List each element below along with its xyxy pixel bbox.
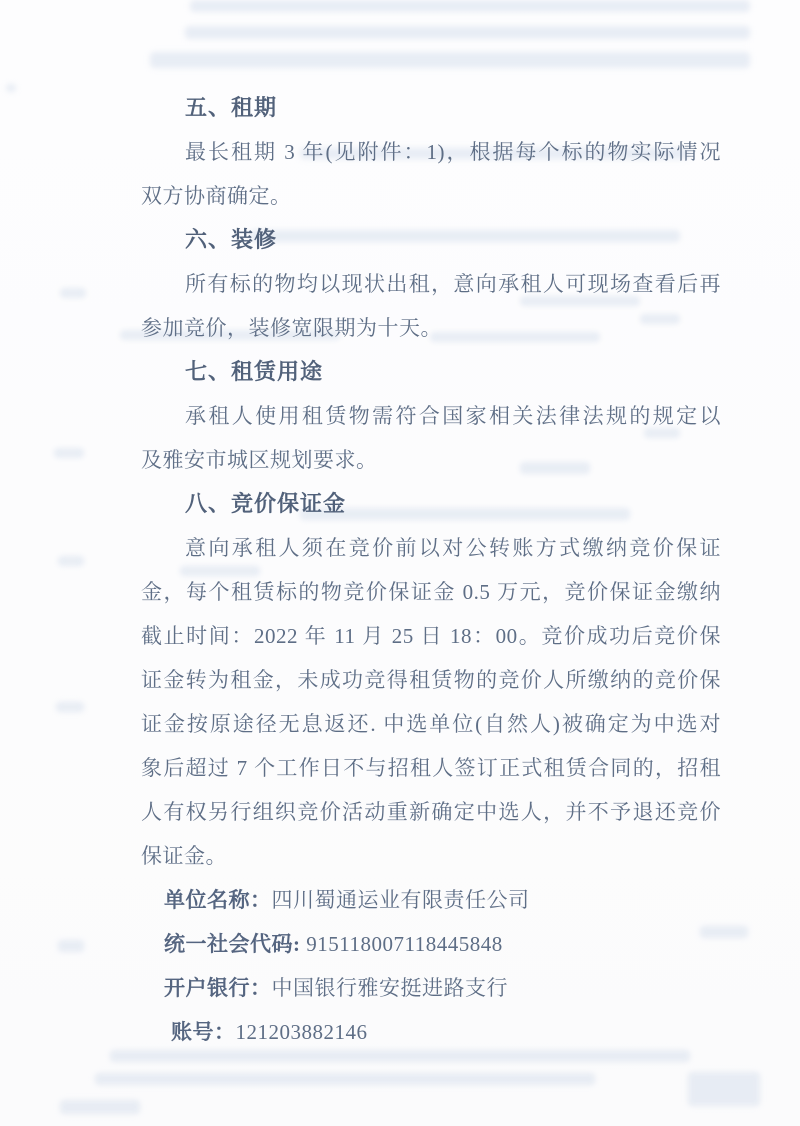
scan-smudge	[58, 940, 84, 952]
text-line: 人有权另行组织竞价活动重新确定中选人，并不予退还竞价	[141, 800, 721, 824]
text-line: 象后超过 7 个工作日不与招租人签订正式租赁合同的，招租	[141, 756, 721, 780]
text-line: 双方协商确定。	[141, 184, 292, 208]
bank-value: 中国银行雅安挺进路支行	[271, 976, 508, 1000]
company-name-line	[164, 878, 721, 922]
account-number-value: 121203882146	[235, 1020, 368, 1044]
scan-smudge	[56, 702, 84, 712]
heading-bid-deposit: 八、竞价保证金	[185, 491, 347, 516]
heading-decoration: 六、装修	[185, 227, 278, 252]
text-line: 及雅安市城区规划要求。	[141, 448, 378, 472]
text-line: 最长租期 3 年(见附件：1)，根据每个标的物实际情况	[185, 140, 721, 164]
company-name-value: 四川蜀通运业有限责任公司	[271, 888, 530, 912]
scan-smudge	[95, 1073, 595, 1085]
text-line: 保证金。	[141, 844, 227, 868]
text-line: 意向承租人须在竞价前以对公转账方式缴纳竞价保证	[185, 536, 721, 560]
text-line: 所有标的物均以现状出租，意向承租人可现场查看后再	[185, 272, 721, 296]
text-line: 证金转为租金，未成功竞得租赁物的竞价人所缴纳的竞价保	[141, 668, 721, 692]
account-number-label: 账号：	[171, 1020, 236, 1044]
scan-smudge	[150, 52, 750, 68]
text-line: 证金按原途径无息返还. 中选单位(自然人)被确定为中选对	[141, 712, 721, 736]
bank-line	[164, 966, 721, 1010]
heading-lease-term: 五、租期	[185, 95, 278, 120]
heading-lease-use: 七、租赁用途	[185, 359, 324, 384]
scan-smudge	[54, 448, 84, 458]
text-line: 截止时间：2022 年 11 月 25 日 18：00。竞价成功后竞价保	[141, 624, 721, 648]
credit-code-value: 915118007118445848	[306, 932, 503, 956]
scan-smudge	[6, 84, 16, 92]
document-content	[141, 86, 721, 1054]
scan-smudge	[60, 288, 86, 298]
scan-smudge	[190, 0, 750, 12]
account-number-line	[171, 1010, 721, 1054]
credit-code-label: 统一社会代码:	[164, 932, 307, 956]
credit-code-line	[164, 922, 721, 966]
text-line: 金，每个租赁标的物竞价保证金 0.5 万元，竞价保证金缴纳	[141, 580, 721, 604]
scan-smudge	[185, 26, 750, 39]
company-name-label: 单位名称：	[164, 888, 272, 912]
scan-smudge	[688, 1072, 760, 1106]
text-line: 承租人使用租赁物需符合国家相关法律法规的规定以	[185, 404, 721, 428]
text-line: 参加竞价，装修宽限期为十天。	[141, 316, 442, 340]
scan-smudge	[60, 1100, 140, 1114]
scan-smudge	[58, 556, 84, 566]
bank-label: 开户银行：	[164, 976, 272, 1000]
